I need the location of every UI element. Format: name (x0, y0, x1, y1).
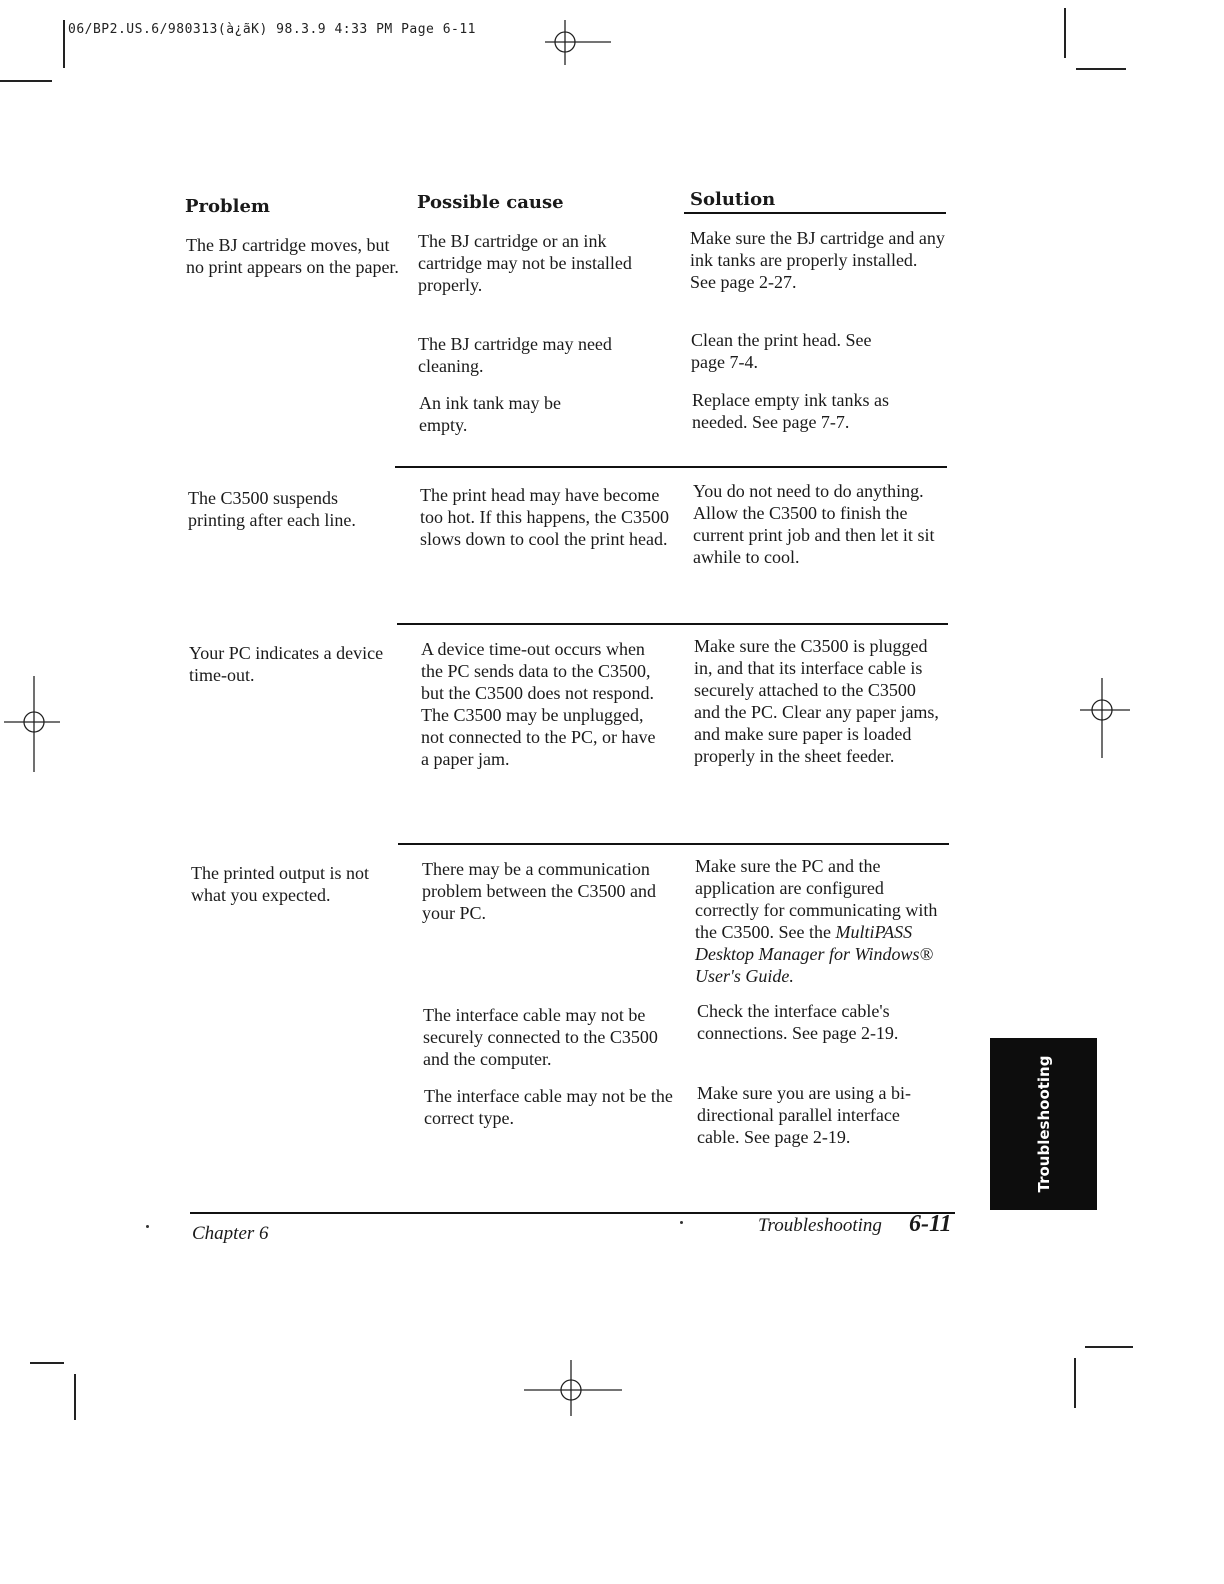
footer-rule (190, 1212, 955, 1214)
cause-cell: The BJ cartridge or an ink cartridge may not be installed properly. (418, 231, 632, 295)
solution-cell: Make sure you are using a bi-directional parallel interface cable. See page 2-19. (697, 1083, 911, 1147)
solution-cell (695, 855, 950, 987)
row-divider (398, 843, 949, 845)
header-problem: Problem (185, 196, 270, 217)
registration-mark-icon (524, 1360, 624, 1416)
footer-section: Troubleshooting (758, 1215, 882, 1236)
crop-mark (74, 1374, 76, 1420)
header-rule (684, 212, 946, 214)
solution-cell: You do not need to do anything. Allow the C3500 to finish the current print job and then let it sit awhile to cool. (693, 481, 935, 567)
crop-mark (30, 1362, 64, 1364)
footer-page-number: 6-11 (909, 1211, 952, 1237)
stray-dot (146, 1225, 149, 1228)
problem-cell: The BJ cartridge moves, but no print appears on the paper. (186, 235, 399, 277)
solution-cell: Make sure the C3500 is plugged in, and that its interface cable is securely attached to the C3500 and the PC. Clear any paper jams, and make sure paper is loaded properly in the sheet feeder. (694, 636, 939, 766)
cause-cell: The print head may have become too hot. If this happens, the C3500 slows down to cool the print head. (420, 485, 669, 549)
solution-cell: Make sure the BJ cartridge and any ink tanks are properly installed. See page 2-27. (690, 228, 945, 292)
crop-mark (0, 80, 52, 82)
problem-cell: The printed output is not what you expected. (191, 863, 369, 905)
registration-mark-icon (1076, 678, 1132, 758)
chapter-side-tab (990, 1038, 1097, 1210)
print-slug: 06/BP2.US.6/980313(à¿ãK) 98.3.9 4:33 PM Page 6-11 (68, 22, 477, 37)
registration-mark-icon (4, 676, 64, 772)
cause-cell: The interface cable may not be the correct type. (424, 1086, 673, 1128)
stray-dot (680, 1221, 683, 1224)
cause-cell: There may be a communication problem between the C3500 and your PC. (422, 859, 656, 923)
crop-mark (1076, 68, 1126, 70)
side-tab-label: Troubleshooting (1034, 1055, 1053, 1193)
crop-mark (1074, 1358, 1076, 1408)
crop-mark (1064, 8, 1066, 58)
cause-cell: The BJ cartridge may need cleaning. (418, 334, 612, 376)
cause-cell: An ink tank may be empty. (419, 393, 561, 435)
problem-cell: Your PC indicates a device time-out. (189, 643, 384, 685)
cause-cell: A device time-out occurs when the PC sends data to the C3500, but the C3500 does not respond. The C3500 may be unplugged, not connected to the PC, or have a paper jam. (421, 639, 656, 769)
header-possible-cause: Possible cause (417, 192, 564, 213)
row-divider (395, 466, 947, 468)
crop-mark (1085, 1346, 1133, 1348)
row-divider (397, 623, 948, 625)
header-solution: Solution (690, 189, 776, 210)
solution-text: Make sure the PC and the application are configured correctly for communicating with the C3500. See the (695, 856, 938, 942)
solution-cell: Clean the print head. See page 7-4. (691, 330, 872, 372)
cause-cell: The interface cable may not be securely connected to the C3500 and the computer. (423, 1005, 658, 1069)
registration-mark-icon (545, 20, 615, 65)
footer-chapter: Chapter 6 (192, 1223, 269, 1244)
guide-title: MultiPASS Desktop Manager for Windows® User's Guide. (695, 922, 934, 986)
solution-cell: Check the interface cable's connections. See page 2-19. (697, 1001, 899, 1043)
problem-cell: The C3500 suspends printing after each line. (188, 488, 356, 530)
crop-mark (63, 20, 65, 68)
solution-cell: Replace empty ink tanks as needed. See page 7-7. (692, 390, 889, 432)
